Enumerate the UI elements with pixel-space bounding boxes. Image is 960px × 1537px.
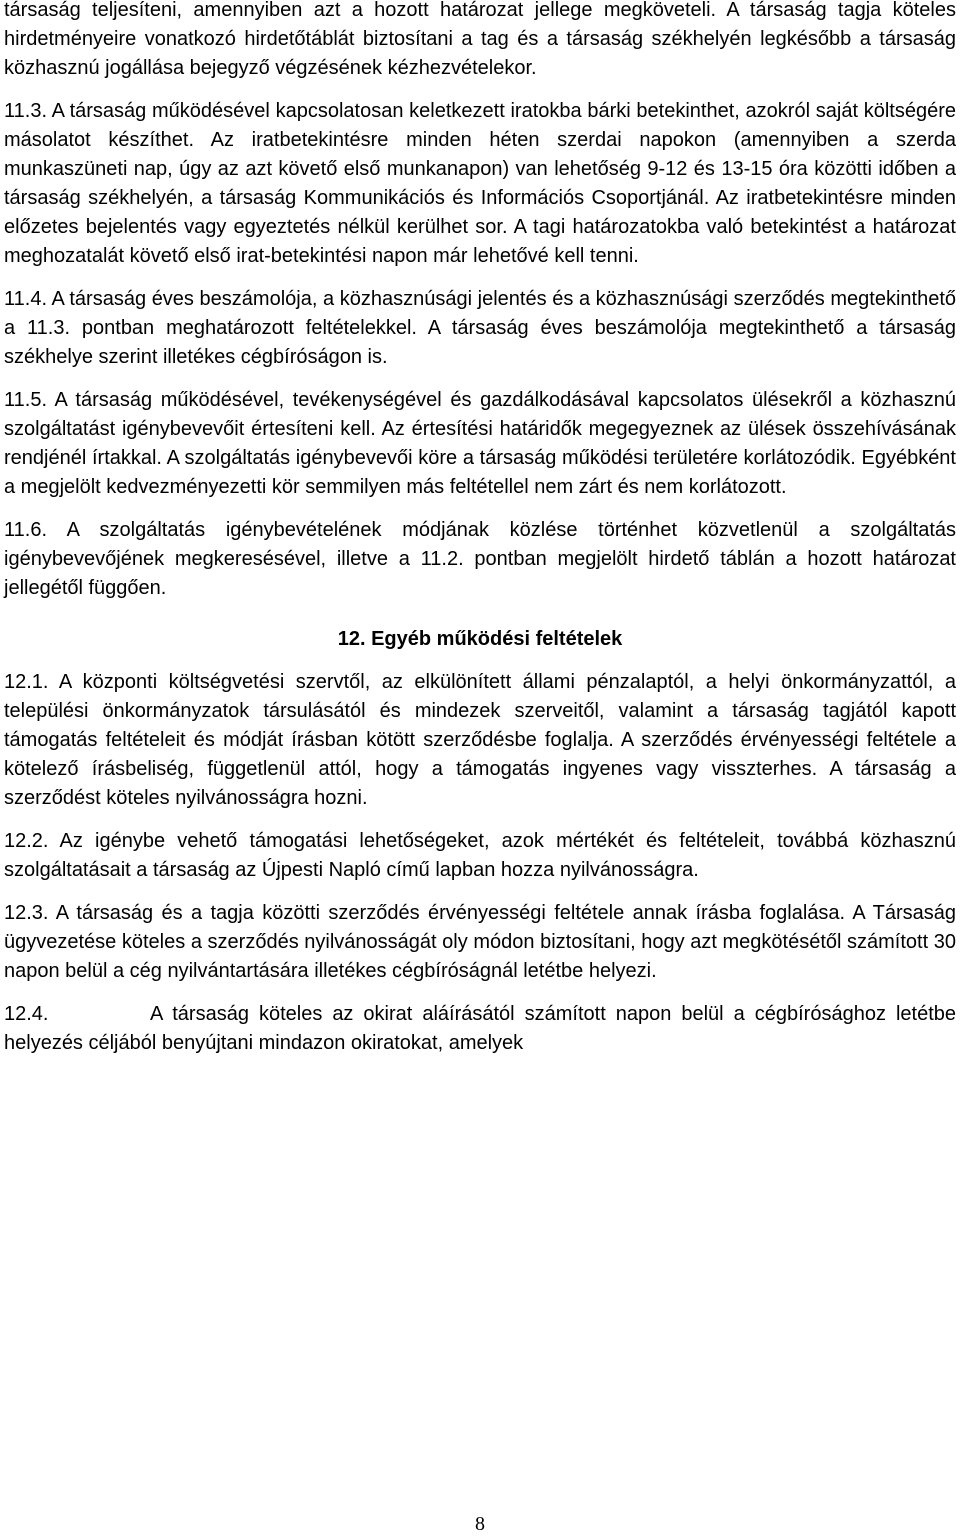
section-number: 12.1. [4,671,49,693]
section-number: 11.6. [4,519,47,541]
section-text: A szolgáltatás igénybevételének módjának közlése történhet közvetlenül a szolgáltatás igénybevevőjének megkeresésével, illetve a 11.2. pontban megjelölt hirdető táblán a hozott határozat jellegétől függően. [4,519,957,599]
document-page [4,0,956,1072]
intro-paragraph [4,0,956,83]
page-number: 8 [475,1513,485,1535]
section-text: A központi költségvetési szervtől, az elkülönített állami pénzalaptól, a helyi önkormányzattól, a települési önkormányzatok társulásától és mindezek szerveitől, valamint a társaság tagjától kapott támogatás feltételeit és módját írásban kötött szerződésbe foglalja. A szerződés érvényességi feltétele a kötelező írásbeliség, függetlenül attól, hogy a támogatás ingyenes vagy visszterhes. A társaság a szerződést köteles nyilvánosságra hozni. [4,671,957,809]
section-number: 12.3. [4,902,49,924]
section-11-3 [4,97,956,271]
section-number: 11.4. [4,288,47,310]
section-11-6 [4,516,956,603]
section-12-1 [4,668,956,813]
chapter-heading: 12. Egyéb működési feltételek [337,628,623,650]
section-text: A társaság köteles az okirat aláírásától számított napon belül a cégbírósághoz letétbe helyezés céljából benyújtani mindazon okiratokat, amelyek [4,1003,956,1054]
section-number: 12.2. [4,830,49,852]
section-text: A társaság működésével kapcsolatosan keletkezett iratokba bárki betekinthet, azokról saját költségére másolatot készíthet. Az iratbetekintésre minden héten szerdai napokon (amennyiben a szerda munkaszüneti nap, úgy az azt követő első munkanapon) van lehetőség 9-12 és 13-15 óra közötti időben a társaság székhelyén, a társaság Kommunikációs és Információs Csoportjánál. Az iratbetekintésre minden előzetes bejelentés vagy egyeztetés nélkül kerülhet sor. A tagi határozatokba való betekintést a határozat meghozatalát követő első irat-betekintési napon már lehetővé kell tenni. [4,100,956,267]
section-number: 11.3. [4,100,47,122]
section-text: A társaság és a tagja közötti szerződés érvényességi feltétele annak írásba foglalása. A Társaság ügyvezetése köteles a szerződés nyilvánosságát oly módon biztosítani, hogy azt megkötésétől számított 30 napon belül a cég nyilvántartására illetékes cégbíróságnál letétbe helyezi. [4,902,956,982]
intro-text: társaság teljesíteni, amennyiben azt a hozott határozat jellege megköveteli. A társaság tagja köteles hirdetményeire vonatkozó hirdetőtáblát biztosítani a tag és a társaság székhelyén legkésőbb a társaság közhasznú jogállása bejegyző végzésének kézhezvételekor. [4,0,956,79]
section-12-3 [4,899,956,986]
section-11-5 [4,386,956,502]
section-number: 12.4. [4,1003,49,1025]
section-text: A társaság működésével, tevékenységével és gazdálkodásával kapcsolatos ülésekről a közhasznú szolgáltatást igénybevevőit értesíteni kell. Az értesítési határidők megegyeznek az ülések összehívásának rendjénél írtakkal. A szolgáltatás igénybevevői köre a társaság működési területére korlátozódik. Egyébként a megjelölt kedvezményezetti kör semmilyen más feltétellel nem zárt és nem korlátozott. [4,389,956,498]
section-text: A társaság éves beszámolója, a közhasznúsági jelentés és a közhasznúsági szerződés megtekinthető a 11.3. pontban meghatározott feltételekkel. A társaság éves beszámolója megtekinthető a társaság székhelye szerint illetékes cégbíróságon is. [4,288,957,368]
section-number: 11.5. [4,389,47,411]
section-text: Az igénybe vehető támogatási lehetőségeket, azok mértékét és feltételeit, továbbá közhasznú szolgáltatásait a társaság az Újpesti Napló című lapban hozza nyilvánosságra. [4,830,957,881]
section-12-4 [4,1000,956,1058]
section-11-4 [4,285,956,372]
section-12-2 [4,827,956,885]
